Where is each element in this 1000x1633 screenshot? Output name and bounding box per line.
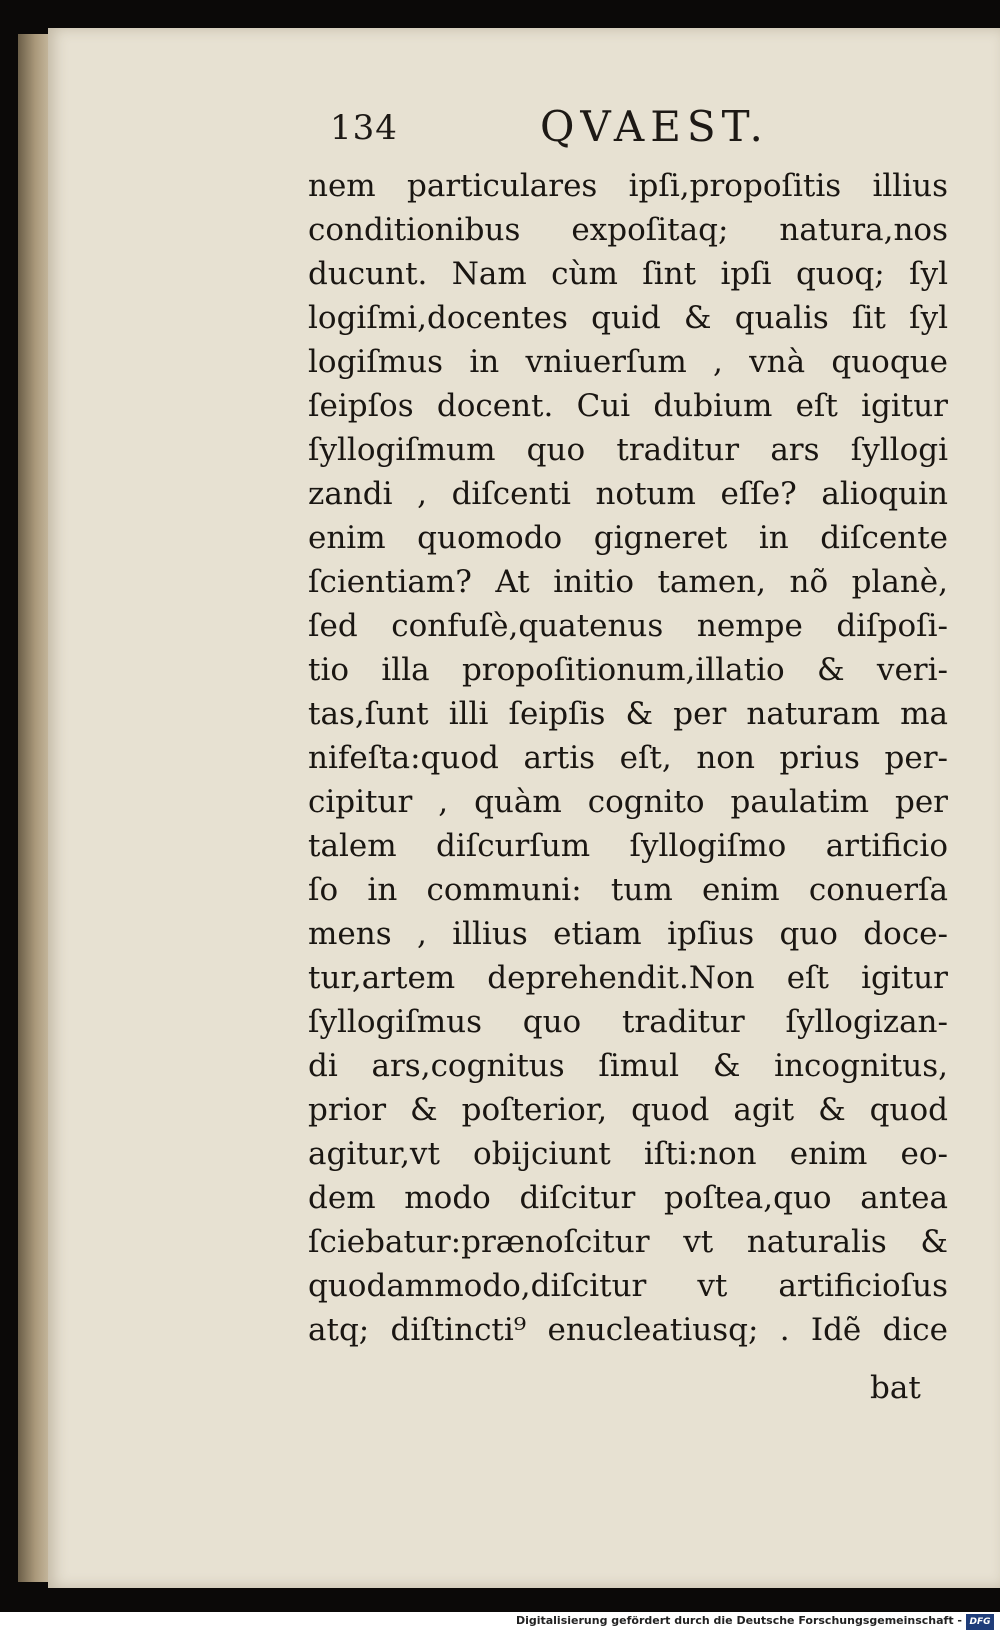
text-line: atq; diſtincti⁹ enucleatiusq; . Idẽ dice [308, 1312, 948, 1348]
text-line: logiſmus in vniuerſum , vnà quoque [308, 344, 948, 380]
page-header [290, 80, 810, 150]
text-line: ſeipſos docent. Cui dubium eſt igitur [308, 388, 948, 424]
text-line: dem modo diſcitur poſtea,quo antea [308, 1180, 948, 1216]
text-line: ducunt. Nam cùm ſint ipſi quoq; ſyl [308, 256, 948, 292]
text-line: ſyllogiſmum quo traditur ars ſyllogi [308, 432, 948, 468]
folio-number: 134 [330, 108, 398, 148]
text-line: agitur,vt obijciunt iſti:non enim eo- [308, 1136, 948, 1172]
text-line: enim quomodo gigneret in diſcente [308, 520, 948, 556]
funding-credit: Digitalisierung gefördert durch die Deutsche Forschungsgemeinschaft - [515, 1614, 962, 1627]
dfg-logo: DFG [966, 1614, 994, 1630]
text-line: prior & poſterior, quod agit & quod [308, 1092, 948, 1128]
body-text [308, 164, 948, 1352]
text-line: nifeſta:quod artis eſt, non prius per- [308, 740, 948, 776]
digitization-footer [0, 1612, 1000, 1633]
text-line: talem diſcurſum ſyllogiſmo artificio [308, 828, 948, 864]
catchword: bat [870, 1370, 921, 1406]
text-line: logiſmi,docentes quid & qualis ſit ſyl [308, 300, 948, 336]
text-line: ſo in communi: tum enim conuerſa [308, 872, 948, 908]
text-line: di ars,cognitus ſimul & incognitus, [308, 1048, 948, 1084]
text-line: zandi , diſcenti notum eſſe? alioquin [308, 476, 948, 512]
text-line: ſyllogiſmus quo traditur ſyllogizan- [308, 1004, 948, 1040]
text-line: tas,ſunt illi ſeipſis & per naturam ma [308, 696, 948, 732]
text-line: cipitur , quàm cognito paulatim per [308, 784, 948, 820]
text-line: quodammodo,diſcitur vt artificioſus [308, 1268, 948, 1304]
text-line: ſciebatur:prænoſcitur vt naturalis & [308, 1224, 948, 1260]
text-line: mens , illius etiam ipſius quo doce- [308, 916, 948, 952]
text-line: nem particulares ipſi,propoſitis illius [308, 168, 948, 204]
text-line: ſcientiam? At initio tamen, nõ planè, [308, 564, 948, 600]
text-line: conditionibus expoſitaq; natura,nos [308, 212, 948, 248]
text-line: tur,artem deprehendit.Non eſt igitur [308, 960, 948, 996]
text-line: tio illa propoſitionum,illatio & veri- [308, 652, 948, 688]
text-line: ſed confuſè,quatenus nempe diſpoſi- [308, 608, 948, 644]
running-head: QVAEST. [540, 102, 769, 151]
